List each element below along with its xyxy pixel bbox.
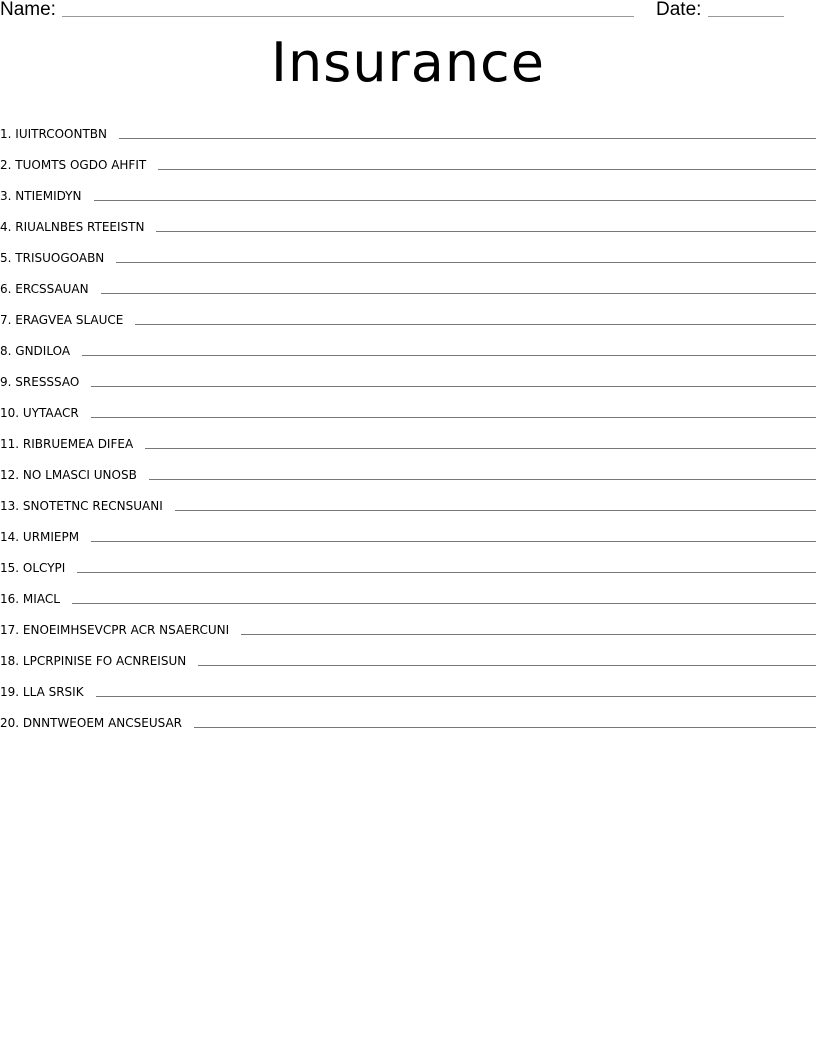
scrambled-word: LPCRPINISE FO ACNREISUN	[22, 654, 187, 668]
item-number: 15.	[0, 561, 20, 575]
answer-line[interactable]	[91, 540, 816, 542]
item-number: 11.	[0, 437, 20, 451]
scrambled-word: DNNTWEOEM ANCSEUSAR	[22, 716, 183, 730]
list-item	[0, 234, 816, 265]
scrambled-word: OLCYPI	[22, 561, 66, 575]
list-item	[0, 637, 816, 668]
scrambled-word: GNDILOA	[15, 344, 71, 358]
item-number: 19.	[0, 685, 20, 699]
list-item	[0, 296, 816, 327]
list-item	[0, 141, 816, 172]
answer-line[interactable]	[116, 261, 816, 263]
answer-line[interactable]	[82, 354, 816, 356]
answer-line[interactable]	[241, 633, 816, 635]
scrambled-word: SRESSSAO	[15, 375, 80, 389]
answer-line[interactable]	[149, 478, 816, 480]
list-item	[0, 575, 816, 606]
date-label: Date:	[656, 0, 702, 20]
item-number: 20.	[0, 716, 20, 730]
answer-line[interactable]	[96, 695, 816, 697]
scrambled-word: LLA SRSIK	[22, 685, 84, 699]
list-item	[0, 544, 816, 575]
answer-line[interactable]	[158, 168, 816, 170]
item-number: 12.	[0, 468, 20, 482]
item-number: 18.	[0, 654, 20, 668]
list-item	[0, 699, 816, 730]
answer-line[interactable]	[91, 416, 816, 418]
item-number: 16.	[0, 592, 20, 606]
item-number: 5.	[0, 251, 12, 265]
list-item	[0, 513, 816, 544]
scrambled-word: TUOMTS OGDO AHFIT	[15, 158, 147, 172]
name-field-line[interactable]	[62, 16, 634, 17]
name-label: Name:	[0, 0, 56, 20]
scrambled-word: URMIEPM	[22, 530, 80, 544]
item-number: 8.	[0, 344, 12, 358]
scrambled-word: NO LMASCI UNOSB	[22, 468, 137, 482]
list-item	[0, 482, 816, 513]
answer-line[interactable]	[145, 447, 816, 449]
answer-line[interactable]	[156, 230, 816, 232]
item-number: 13.	[0, 499, 20, 513]
list-item	[0, 389, 816, 420]
scrambled-word: TRISUOGOABN	[15, 251, 105, 265]
item-number: 2.	[0, 158, 12, 172]
answer-line[interactable]	[119, 137, 816, 139]
list-item	[0, 606, 816, 637]
answer-line[interactable]	[72, 602, 816, 604]
scramble-list	[0, 110, 816, 730]
scrambled-word: UYTAACR	[22, 406, 79, 420]
item-number: 9.	[0, 375, 12, 389]
list-item	[0, 265, 816, 296]
item-number: 3.	[0, 189, 12, 203]
scrambled-word: SNOTETNC RECNSUANI	[22, 499, 163, 513]
scrambled-word: IUITRCOONTBN	[15, 127, 107, 141]
item-number: 17.	[0, 623, 20, 637]
item-number: 7.	[0, 313, 12, 327]
scrambled-word: ERCSSAUAN	[15, 282, 89, 296]
list-item	[0, 172, 816, 203]
answer-line[interactable]	[198, 664, 816, 666]
list-item	[0, 451, 816, 482]
scrambled-word: RIBRUEMEA DIFEA	[22, 437, 134, 451]
scrambled-word: ENOEIMHSEVCPR ACR NSAERCUNI	[22, 623, 230, 637]
scrambled-word: NTIEMIDYN	[15, 189, 82, 203]
scrambled-word: ERAGVEA SLAUCE	[15, 313, 124, 327]
item-number: 4.	[0, 220, 12, 234]
scrambled-word: MIACL	[22, 592, 60, 606]
worksheet-title: Insurance	[271, 31, 545, 94]
list-item	[0, 327, 816, 358]
list-item	[0, 358, 816, 389]
scrambled-word: RIUALNBES RTEEISTN	[15, 220, 145, 234]
date-field-line[interactable]	[708, 16, 784, 17]
list-item	[0, 203, 816, 234]
list-item	[0, 668, 816, 699]
answer-line[interactable]	[135, 323, 816, 325]
item-number: 10.	[0, 406, 20, 420]
item-number: 6.	[0, 282, 12, 296]
list-item	[0, 110, 816, 141]
answer-line[interactable]	[94, 199, 816, 201]
list-item	[0, 420, 816, 451]
answer-line[interactable]	[175, 509, 816, 511]
answer-line[interactable]	[101, 292, 816, 294]
answer-line[interactable]	[91, 385, 816, 387]
worksheet-header	[0, 0, 816, 24]
item-number: 14.	[0, 530, 20, 544]
item-number: 1.	[0, 127, 12, 141]
answer-line[interactable]	[194, 726, 816, 728]
answer-line[interactable]	[77, 571, 816, 573]
